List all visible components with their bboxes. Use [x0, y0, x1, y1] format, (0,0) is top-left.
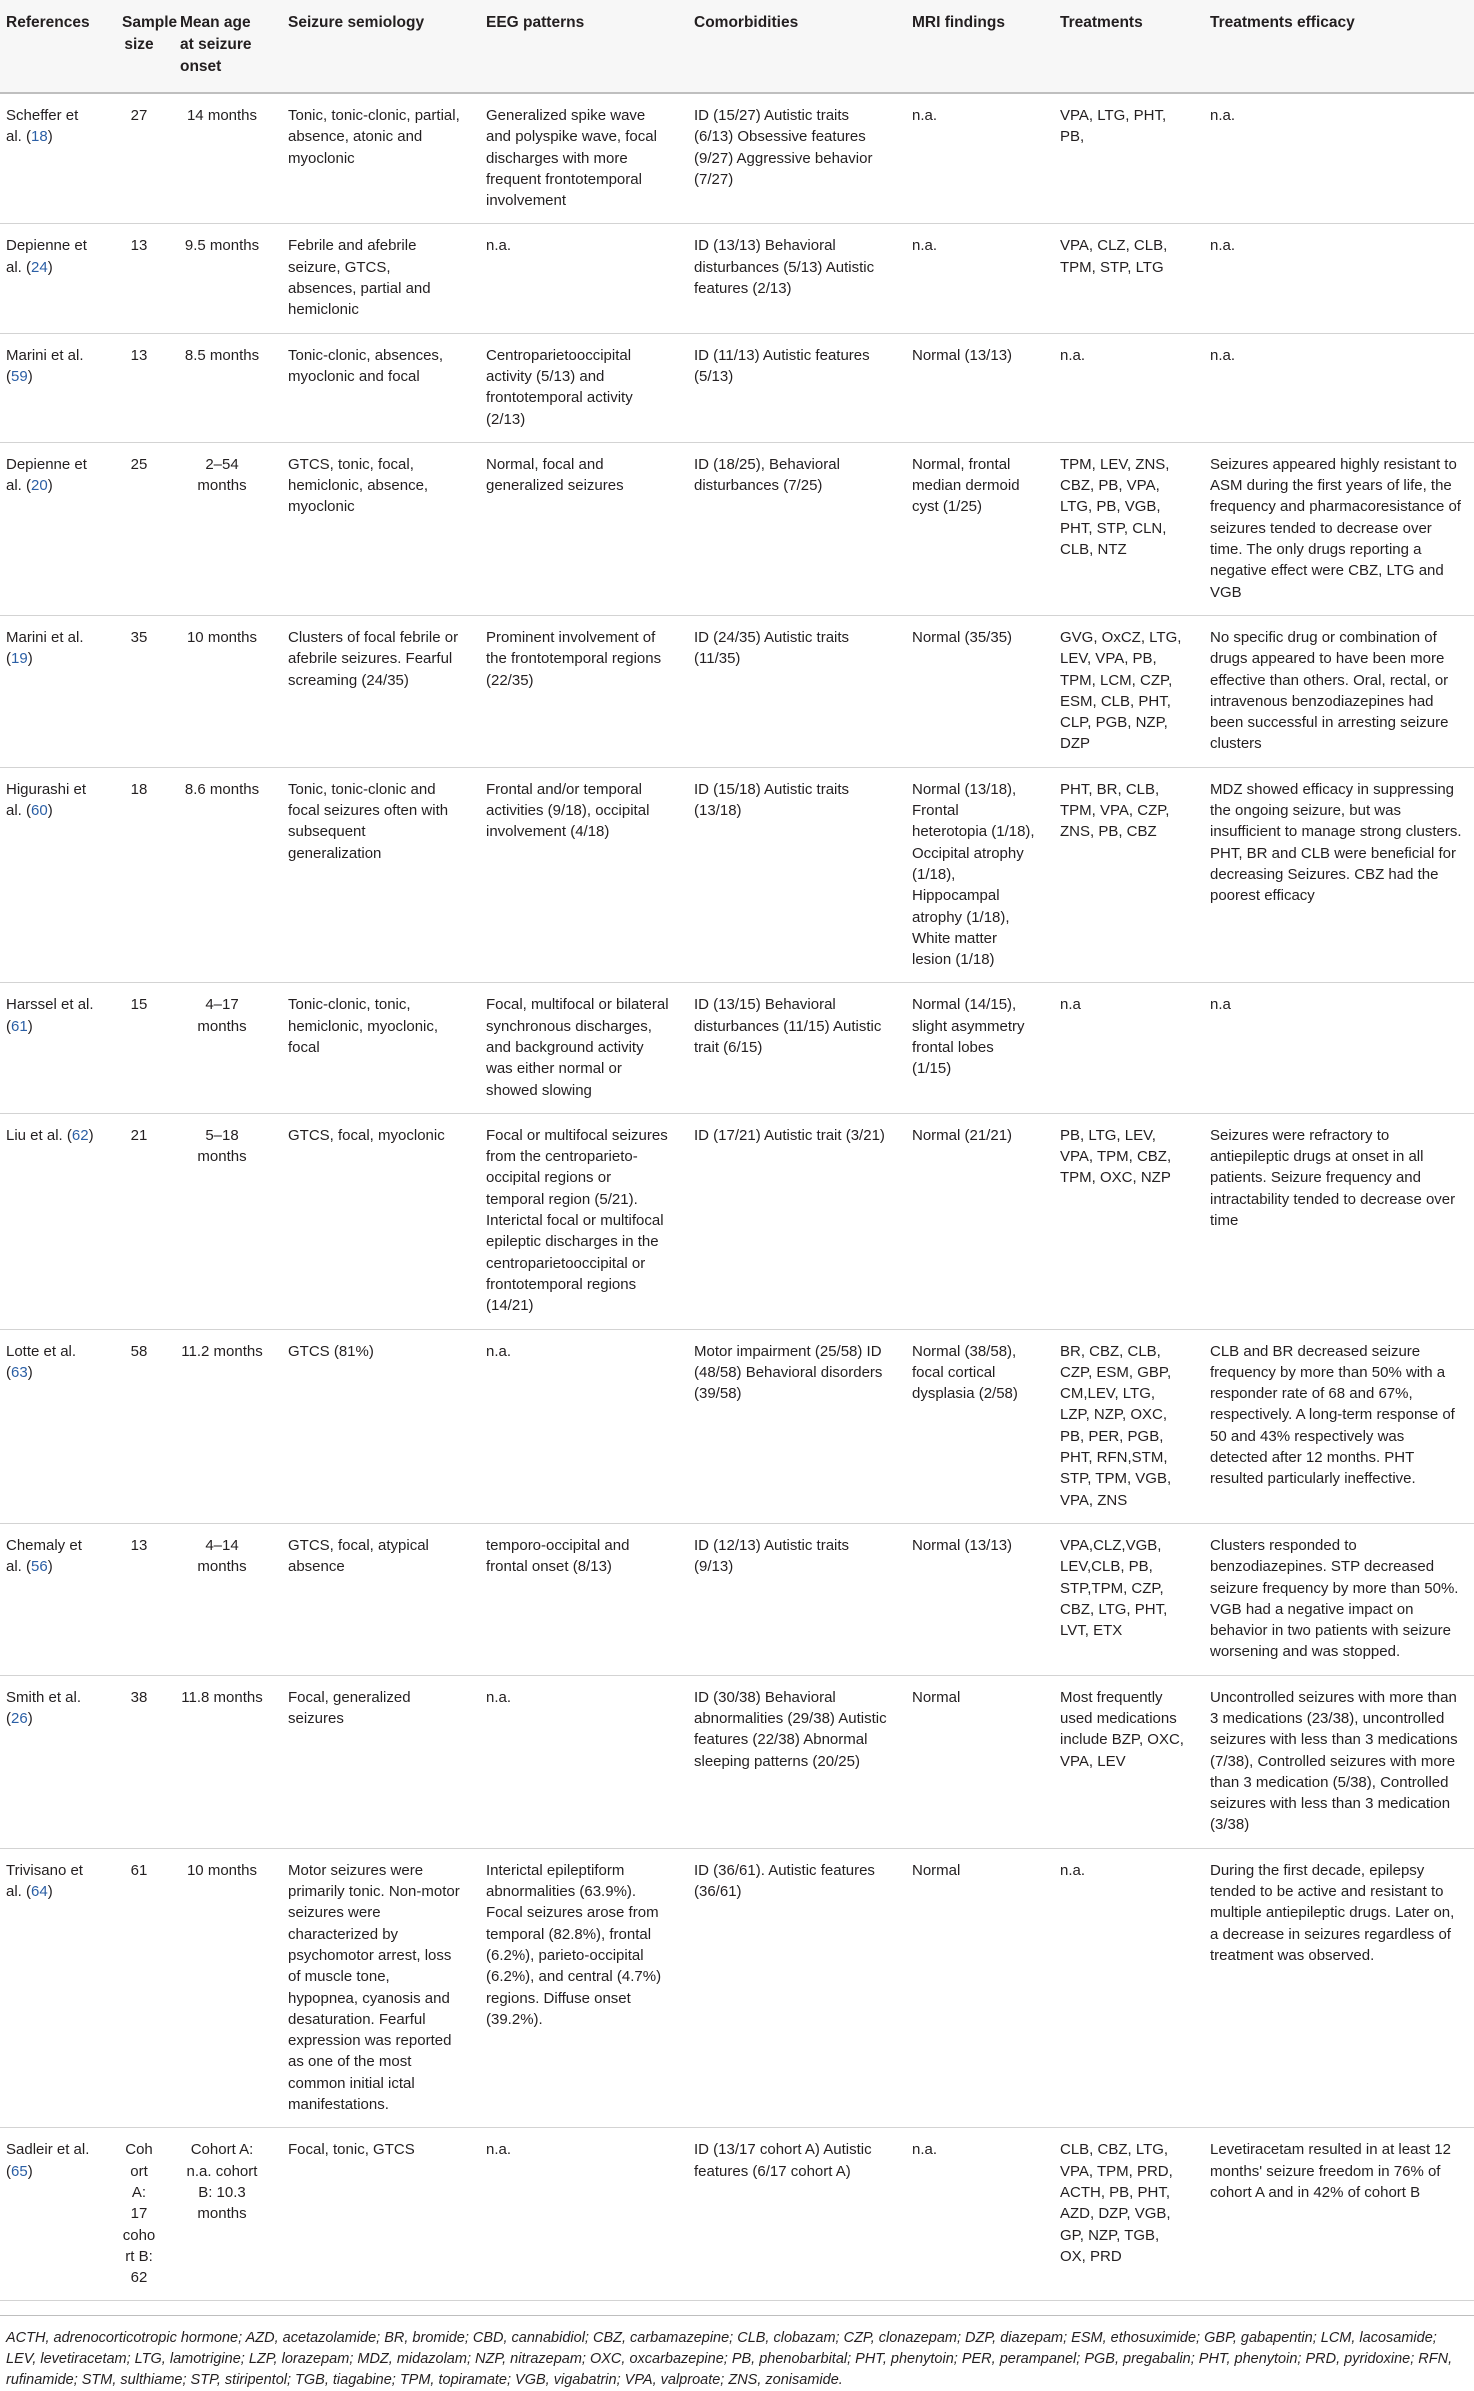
- comorbidities-cell: ID (11/13) Autistic features (5/13): [682, 333, 900, 442]
- comorbidities-cell: Motor impairment (25/58) ID (48/58) Behavioral disorders (39/58): [682, 1329, 900, 1523]
- reference-cell: [0, 1675, 110, 1848]
- header-comorbidities: Comorbidities: [682, 0, 900, 93]
- comorbidities-cell: ID (24/35) Autistic traits (11/35): [682, 615, 900, 767]
- reference-number-link[interactable]: 56: [31, 1558, 48, 1576]
- mri-findings-cell: Normal (13/13): [900, 1523, 1048, 1675]
- reference-close-paren: ): [27, 367, 33, 385]
- table-row: [0, 442, 1474, 615]
- comorbidities-cell: ID (15/27) Autistic traits (6/13) Obsessive features (9/27) Aggressive behavior (7/27): [682, 93, 900, 224]
- treatments-cell: Most frequently used medications include BZP, OXC, VPA, LEV: [1048, 1675, 1198, 1848]
- reference-close-paren: ): [27, 1710, 33, 1727]
- reference-close-paren: ): [47, 258, 53, 276]
- treatments-cell: n.a: [1048, 983, 1198, 1113]
- reference-authors: Liu et al. (: [6, 1126, 72, 1144]
- seizure-semiology-cell: Clusters of focal febrile or afebrile seizures. Fearful screaming (24/35): [276, 615, 474, 767]
- table-row: [0, 983, 1474, 1113]
- mri-findings-cell: Normal (13/18), Frontal heterotopia (1/18), Occipital atrophy (1/18), Hippocampal atrophy (1/18), White matter lesion (1/18): [900, 767, 1048, 983]
- comorbidities-cell: ID (13/15) Behavioral disturbances (11/15) Autistic trait (6/15): [682, 983, 900, 1113]
- seizure-semiology-cell: Febrile and afebrile seizure, GTCS, absences, partial and hemiclonic: [276, 224, 474, 333]
- reference-number-link[interactable]: 63: [11, 1363, 28, 1381]
- sample-size-cell: 61: [110, 1848, 168, 2128]
- treatments-efficacy-cell: MDZ showed efficacy in suppressing the ongoing seizure, but was insufficient to manage strong clusters. PHT, BR and CLB were beneficial for decreasing Seizures. CBZ had the poorest efficacy: [1198, 767, 1474, 983]
- reference-authors: Sadleir et al. (: [6, 2141, 90, 2180]
- header-seizure-semiology: Seizure semiology: [276, 0, 474, 93]
- comorbidities-cell: ID (17/21) Autistic trait (3/21): [682, 1113, 900, 1329]
- reference-close-paren: ): [27, 1017, 33, 1035]
- seizure-semiology-cell: Tonic, tonic-clonic, partial, absence, atonic and myoclonic: [276, 93, 474, 224]
- mean-age-cell: 4–14 months: [168, 1523, 276, 1675]
- table-header: [0, 0, 1474, 93]
- treatments-cell: PHT, BR, CLB, TPM, VPA, CZP, ZNS, PB, CBZ: [1048, 767, 1198, 983]
- mean-age-cell: 2–54 months: [168, 442, 276, 615]
- reference-cell: [0, 1523, 110, 1675]
- reference-cell: [0, 1848, 110, 2128]
- treatments-cell: BR, CBZ, CLB, CZP, ESM, GBP, CM,LEV, LTG, LZP, NZP, OXC, PB, PER, PGB, PHT, RFN,STM, STP, TPM, VGB, VPA, ZNS: [1048, 1329, 1198, 1523]
- reference-number-link[interactable]: 24: [31, 258, 48, 276]
- reference-number-link[interactable]: 59: [11, 367, 28, 385]
- mean-age-cell: 10 months: [168, 615, 276, 767]
- header-references: References: [0, 0, 110, 93]
- mri-findings-cell: n.a.: [900, 224, 1048, 333]
- header-mean-age: Mean age at seizure onset: [168, 0, 276, 93]
- mri-findings-cell: n.a.: [900, 2128, 1048, 2301]
- table-row: [0, 224, 1474, 333]
- header-treatments: Treatments: [1048, 0, 1198, 93]
- reference-number-link[interactable]: 65: [11, 2162, 28, 2180]
- sample-size-cell: 38: [110, 1675, 168, 1848]
- mri-findings-cell: Normal (13/13): [900, 333, 1048, 442]
- reference-number-link[interactable]: 18: [31, 128, 48, 146]
- reference-cell: [0, 1329, 110, 1523]
- treatments-cell: n.a.: [1048, 333, 1198, 442]
- treatments-efficacy-cell: n.a: [1198, 983, 1474, 1113]
- sample-size-cell: Cohort A: 17 cohort B: 62: [110, 2128, 168, 2301]
- reference-authors: Scheffer et al. (: [6, 107, 79, 146]
- treatments-efficacy-cell: During the first decade, epilepsy tended to be active and resistant to multiple antiepileptic drugs. Later on, a decrease in seizures regardless of treatment was observed.: [1198, 1848, 1474, 2128]
- eeg-patterns-cell: Focal, multifocal or bilateral synchronous discharges, and background activity was either normal or showed slowing: [474, 983, 682, 1113]
- treatments-cell: GVG, OxCZ, LTG, LEV, VPA, PB, TPM, LCM, CZP, ESM, CLB, PHT, CLP, PGB, NZP, DZP: [1048, 615, 1198, 767]
- table-row: [0, 767, 1474, 983]
- treatments-efficacy-cell: n.a.: [1198, 93, 1474, 224]
- sample-size-cell: 58: [110, 1329, 168, 1523]
- reference-close-paren: ): [27, 2162, 33, 2180]
- mean-age-cell: 8.6 months: [168, 767, 276, 983]
- header-row: [0, 0, 1474, 93]
- comorbidities-cell: ID (15/18) Autistic traits (13/18): [682, 767, 900, 983]
- mean-age-cell: 4–17 months: [168, 983, 276, 1113]
- reference-authors: Depienne et al. (: [6, 455, 87, 495]
- mean-age-cell: 10 months: [168, 1848, 276, 2128]
- reference-cell: [0, 983, 110, 1113]
- reference-cell: [0, 93, 110, 224]
- seizure-semiology-cell: Tonic-clonic, absences, myoclonic and focal: [276, 333, 474, 442]
- eeg-patterns-cell: Normal, focal and generalized seizures: [474, 442, 682, 615]
- treatments-efficacy-cell: Clusters responded to benzodiazepines. STP decreased seizure frequency by more than 50%. VGB had a negative impact on behavior in two patients with seizure worsening and was stopped.: [1198, 1523, 1474, 1675]
- reference-number-link[interactable]: 60: [31, 802, 48, 820]
- seizure-semiology-cell: Focal, generalized seizures: [276, 1675, 474, 1848]
- reference-cell: [0, 1113, 110, 1329]
- seizure-semiology-cell: Motor seizures were primarily tonic. Non-motor seizures were characterized by psychomotor arrest, loss of muscle tone, hypopnea, cyanosis and desaturation. Fearful expression was reported as one of the most common initial ictal manifestations.: [276, 1848, 474, 2128]
- seizure-semiology-cell: Tonic, tonic-clonic and focal seizures often with subsequent generalization: [276, 767, 474, 983]
- treatments-efficacy-cell: No specific drug or combination of drugs appeared to have been more effective than others. Oral, rectal, or intravenous benzodiazepines had been successful in arresting seizure clusters: [1198, 615, 1474, 767]
- table-row: [0, 1523, 1474, 1675]
- treatments-cell: CLB, CBZ, LTG, VPA, TPM, PRD, ACTH, PB, PHT, AZD, DZP, VGB, GP, NZP, TGB, OX, PRD: [1048, 2128, 1198, 2301]
- treatments-cell: VPA, CLZ, CLB, TPM, STP, LTG: [1048, 224, 1198, 333]
- eeg-patterns-cell: temporo-occipital and frontal onset (8/13): [474, 1523, 682, 1675]
- eeg-patterns-cell: Prominent involvement of the frontotemporal regions (22/35): [474, 615, 682, 767]
- reference-close-paren: ): [27, 650, 33, 668]
- table-row: [0, 2128, 1474, 2301]
- sample-size-cell: 13: [110, 333, 168, 442]
- treatments-efficacy-cell: Uncontrolled seizures with more than 3 medications (23/38), uncontrolled seizures with less than 3 medications (7/38), Controlled seizures with more than 3 medication (5/38), Controlled seizures with less than 3 medication (3/38): [1198, 1675, 1474, 1848]
- reference-close-paren: ): [47, 1883, 53, 1901]
- mean-age-cell: 14 months: [168, 93, 276, 224]
- reference-authors: Marini et al. (: [6, 628, 84, 668]
- treatments-efficacy-cell: CLB and BR decreased seizure frequency by more than 50% with a responder rate of 68 and 67%, respectively. A long-term response of 50 and 43% respectively was detected after 12 months. PHT resulted particularly ineffective.: [1198, 1329, 1474, 1523]
- mri-findings-cell: Normal (14/15), slight asymmetry frontal lobes (1/15): [900, 983, 1048, 1113]
- reference-cell: [0, 615, 110, 767]
- reference-close-paren: ): [27, 1363, 33, 1381]
- eeg-patterns-cell: Generalized spike wave and polyspike wave, focal discharges with more frequent frontotemporal involvement: [474, 93, 682, 224]
- reference-close-paren: ): [47, 128, 53, 146]
- eeg-patterns-cell: Interictal epileptiform abnormalities (63.9%). Focal seizures arose from temporal (82.8%), frontal (6.2%), parieto-occipital (6.2%), and central (4.7%) regions. Diffuse onset (39.2%).: [474, 1848, 682, 2128]
- table-row: [0, 1329, 1474, 1523]
- header-eeg-patterns: EEG patterns: [474, 0, 682, 93]
- mri-findings-cell: Normal: [900, 1848, 1048, 2128]
- reference-cell: [0, 767, 110, 983]
- eeg-patterns-cell: n.a.: [474, 1329, 682, 1523]
- table-row: [0, 1113, 1474, 1329]
- reference-number-link[interactable]: 20: [31, 477, 48, 495]
- reference-authors: Higurashi et al. (: [6, 780, 87, 820]
- reference-number-link[interactable]: 26: [11, 1710, 28, 1727]
- mean-age-cell: 11.8 months: [168, 1675, 276, 1848]
- mri-findings-cell: n.a.: [900, 93, 1048, 224]
- sample-size-cell: 35: [110, 615, 168, 767]
- header-sample-size: Sample size: [110, 0, 168, 93]
- seizure-semiology-cell: GTCS, tonic, focal, hemiclonic, absence, myoclonic: [276, 442, 474, 615]
- treatments-efficacy-cell: Levetiracetam resulted in at least 12 months' seizure freedom in 76% of cohort A and in 42% of cohort B: [1198, 2128, 1474, 2301]
- comorbidities-cell: ID (13/17 cohort A) Autistic features (6/17 cohort A): [682, 2128, 900, 2301]
- reference-number-link[interactable]: 61: [11, 1017, 28, 1035]
- comorbidities-cell: ID (12/13) Autistic traits (9/13): [682, 1523, 900, 1675]
- mri-findings-cell: Normal: [900, 1675, 1048, 1848]
- seizure-semiology-cell: Focal, tonic, GTCS: [276, 2128, 474, 2301]
- reference-authors: Smith et al. (: [6, 1688, 82, 1727]
- reference-number-link[interactable]: 19: [11, 650, 28, 668]
- treatments-cell: TPM, LEV, ZNS, CBZ, PB, VPA, LTG, PB, VGB, PHT, STP, CLN, CLB, NTZ: [1048, 442, 1198, 615]
- eeg-patterns-cell: Frontal and/or temporal activities (9/18), occipital involvement (4/18): [474, 767, 682, 983]
- sample-size-cell: 13: [110, 1523, 168, 1675]
- reference-cell: [0, 2128, 110, 2301]
- table-footnote: ACTH, adrenocorticotropic hormone; AZD, acetazolamide; BR, bromide; CBD, cannabidiol; CBZ, carbamazepine; CLB, clobazam; CZP, clonazepam; DZP, diazepam; ESM, ethosuximide; GBP, gabapentin; LCM, lacosamide; LEV, levetiracetam; LTG, lamotrigine; LZP, lorazepam; MDZ, midazolam; NZP, nitrazepam; OXC, oxcarbazepine; PB, phenobarbital; PHT, phenytoin; PER, perampanel; PGB, pregabalin; PHT, phenytoin; PRD, pyridoxine; RFN, rufinamide; STM, sulthiame; STP, stiripentol; TGB, tiagabine; TPM, topiramate; VGB, vigabatrin; VPA, valproate; ZNS, zonisamide.: [0, 2315, 1474, 2391]
- eeg-patterns-cell: n.a.: [474, 2128, 682, 2301]
- sample-size-cell: 21: [110, 1113, 168, 1329]
- eeg-patterns-cell: n.a.: [474, 1675, 682, 1848]
- reference-authors: Chemaly et al. (: [6, 1536, 82, 1576]
- treatments-efficacy-cell: Seizures were refractory to antiepileptic drugs at onset in all patients. Seizure frequency and intractability tended to decrease over time: [1198, 1113, 1474, 1329]
- mri-findings-cell: Normal (38/58), focal cortical dysplasia (2/58): [900, 1329, 1048, 1523]
- treatments-cell: VPA, LTG, PHT, PB,: [1048, 93, 1198, 224]
- reference-number-link[interactable]: 62: [71, 1126, 89, 1144]
- sample-size-cell: 25: [110, 442, 168, 615]
- table-row: [0, 615, 1474, 767]
- header-treatments-efficacy: Treatments efficacy: [1198, 0, 1474, 93]
- table-row: [0, 1848, 1474, 2128]
- mri-findings-cell: Normal (21/21): [900, 1113, 1048, 1329]
- reference-close-paren: ): [88, 1126, 94, 1144]
- reference-authors: Trivisano et al. (: [6, 1861, 83, 1901]
- reference-close-paren: ): [47, 1558, 53, 1576]
- sample-size-cell: 15: [110, 983, 168, 1113]
- treatments-efficacy-cell: n.a.: [1198, 333, 1474, 442]
- reference-number-link[interactable]: 64: [31, 1883, 48, 1901]
- treatments-cell: VPA,CLZ,VGB, LEV,CLB, PB, STP,TPM, CZP, CBZ, LTG, PHT, LVT, ETX: [1048, 1523, 1198, 1675]
- comorbidities-cell: ID (36/61). Autistic features (36/61): [682, 1848, 900, 2128]
- reference-authors: Marini et al. (: [6, 346, 84, 385]
- mri-findings-cell: Normal (35/35): [900, 615, 1048, 767]
- seizure-semiology-cell: GTCS, focal, atypical absence: [276, 1523, 474, 1675]
- sample-size-cell: 13: [110, 224, 168, 333]
- treatments-cell: n.a.: [1048, 1848, 1198, 2128]
- sample-size-cell: 27: [110, 93, 168, 224]
- comorbidities-cell: ID (18/25), Behavioral disturbances (7/25): [682, 442, 900, 615]
- treatments-efficacy-cell: n.a.: [1198, 224, 1474, 333]
- treatments-cell: PB, LTG, LEV, VPA, TPM, CBZ, TPM, OXC, NZP: [1048, 1113, 1198, 1329]
- table-row: [0, 1675, 1474, 1848]
- reference-authors: Harssel et al. (: [6, 996, 94, 1035]
- seizure-semiology-cell: GTCS, focal, myoclonic: [276, 1113, 474, 1329]
- mean-age-cell: Cohort A: n.a. cohort B: 10.3 months: [168, 2128, 276, 2301]
- treatments-efficacy-cell: Seizures appeared highly resistant to ASM during the first years of life, the frequency and pharmacoresistance of seizures tended to decrease over time. The only drugs reporting a negative effect were CBZ, LTG and VGB: [1198, 442, 1474, 615]
- reference-authors: Lotte et al. (: [6, 1342, 77, 1381]
- reference-authors: Depienne et al. (: [6, 237, 87, 276]
- mean-age-cell: 11.2 months: [168, 1329, 276, 1523]
- table-row: [0, 333, 1474, 442]
- comorbidities-cell: ID (30/38) Behavioral abnormalities (29/38) Autistic features (22/38) Abnormal sleeping patterns (20/25): [682, 1675, 900, 1848]
- sample-size-cell: 18: [110, 767, 168, 983]
- mean-age-cell: 5–18 months: [168, 1113, 276, 1329]
- table-body: [0, 93, 1474, 2301]
- mean-age-cell: 8.5 months: [168, 333, 276, 442]
- eeg-patterns-cell: n.a.: [474, 224, 682, 333]
- header-mri-findings: MRI findings: [900, 0, 1048, 93]
- mri-findings-cell: Normal, frontal median dermoid cyst (1/25): [900, 442, 1048, 615]
- reference-close-paren: ): [47, 802, 53, 820]
- table-row: [0, 93, 1474, 224]
- seizure-semiology-cell: GTCS (81%): [276, 1329, 474, 1523]
- comorbidities-cell: ID (13/13) Behavioral disturbances (5/13) Autistic features (2/13): [682, 224, 900, 333]
- reference-cell: [0, 224, 110, 333]
- reference-cell: [0, 442, 110, 615]
- mean-age-cell: 9.5 months: [168, 224, 276, 333]
- reference-close-paren: ): [47, 477, 53, 495]
- reference-cell: [0, 333, 110, 442]
- seizure-semiology-cell: Tonic-clonic, tonic, hemiclonic, myoclonic, focal: [276, 983, 474, 1113]
- eeg-patterns-cell: Centroparietooccipital activity (5/13) and frontotemporal activity (2/13): [474, 333, 682, 442]
- eeg-patterns-cell: Focal or multifocal seizures from the centroparieto-occipital regions or temporal region (5/21). Interictal focal or multifocal epileptic discharges in the centroparietooccipital or frontotemporal regions (14/21): [474, 1113, 682, 1329]
